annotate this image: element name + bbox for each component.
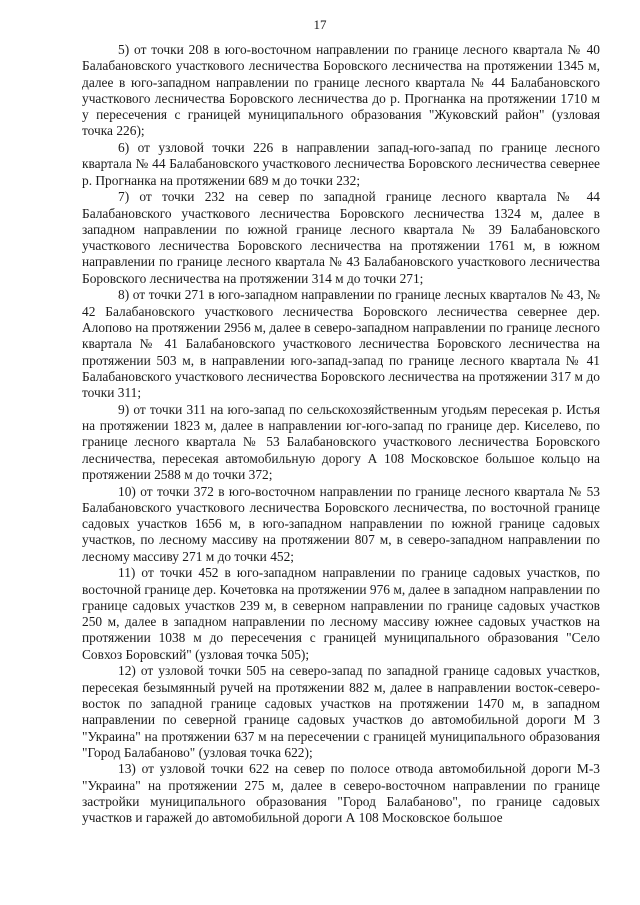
paragraph-9: 9) от точки 311 на юго-запад по сельскохозяйственным угодьям пересекая р. Истья на протяжении 1823 м, далее в направлении юг-юго-запад по границе дер. Киселево, по границе лесного квартала № 53 Балабановского участкового лесничества Боровского лесничества, пересекая автомобильную дорогу А 108 Московское большое кольцо на протяжении 2588 м до точки 372; [82,401,600,482]
paragraph-6: 6) от узловой точки 226 в направлении запад-юго-запад по границе лесного квартала № 44 Балабановского участкового лесничества Боровского лесничества севернее р. Прогнанка на протяжении 689 м до точки 232; [82,140,600,188]
paragraph-7: 7) от точки 232 на север по западной границе лесного квартала № 44 Балабановского участкового лесничества Боровского лесничества 1324 м, далее в западном направлении по южной границе лесного квартала № 39 Балабановского участкового лесничества Боровского лесничества на протяжении 1761 м, в южном направлении по границе лесного квартала № 43 Балабановского участкового лесничества Боровского лесничества на протяжении 314 м до точки 271; [82,189,600,286]
paragraph-12: 12) от узловой точки 505 на северо-запад по западной границе садовых участков, пересекая безымянный ручей на протяжении 882 м, далее в направлении восток-северо-восток по западной границе садовых участков на протяжении 1470 м, в западном направлении по северной границе садовых участков до автомобильной дороги М 3 "Украина" на протяжении 637 м на пересечении с границей муниципального образования "Город Балабаново" (узловая точка 622); [82,663,600,760]
paragraph-5: 5) от точки 208 в юго-восточном направлении по границе лесного квартала № 40 Балабановского участкового лесничества Боровского лесничества на протяжении 1345 м, далее в юго-западном направлении по границе лесного квартала № 44 Балабановского участкового лесничества Боровского лесничества до р. Прогнанка на протяжении 1710 м у пересечения с границей муниципального образования "Жуковский район" (узловая точка 226); [82,42,600,139]
paragraph-11: 11) от точки 452 в юго-западном направлении по границе садовых участков, по восточной границе дер. Кочетовка на протяжении 976 м, далее в западном направлении по границе садовых участков 239 м, в северном направлении по границе садовых участков 250 м, далее в западном направлении по лесному массиву южнее садовых участков на протяжении 1038 м до пересечения с границей муниципального образования "Село Совхоз Боровский" (узловая точка 505); [82,565,600,662]
page-number: 17 [313,17,327,32]
paragraph-10: 10) от точки 372 в юго-восточном направлении по границе лесного квартала № 53 Балабановского участкового лесничества Боровского лесничества, по восточной границе садовых участков 1656 м, в юго-западном направлении по южной границе садовых участков, по лесному массиву на протяжении 807 м, в северо-западном направлении по лесному массиву 271 м до точки 452; [82,483,600,564]
paragraph-8: 8) от точки 271 в юго-западном направлении по границе лесных кварталов № 43, № 42 Балабановского участкового лесничества Боровского лесничества севернее дер. Алопово на протяжении 2956 м, далее в северо-западном направлении по границе лесного квартала № 41 Балабановского участкового лесничества Боровского лесничества на протяжении 503 м, в направлении юго-запад-запад по границе лесного квартала № 41 Балабановского участкового лесничества Боровского лесничества на протяжении 317 м до точки 311; [82,287,600,401]
document-body [82,42,600,827]
paragraph-13: 13) от узловой точки 622 на север по полосе отвода автомобильной дороги М-3 "Украина" на протяжении 275 м, далее в северо-восточном направлении по границе застройки муниципального образования "Город Балабаново", по границе садовых участков и гаражей до автомобильной дороги А 108 Московское большое [82,761,600,826]
